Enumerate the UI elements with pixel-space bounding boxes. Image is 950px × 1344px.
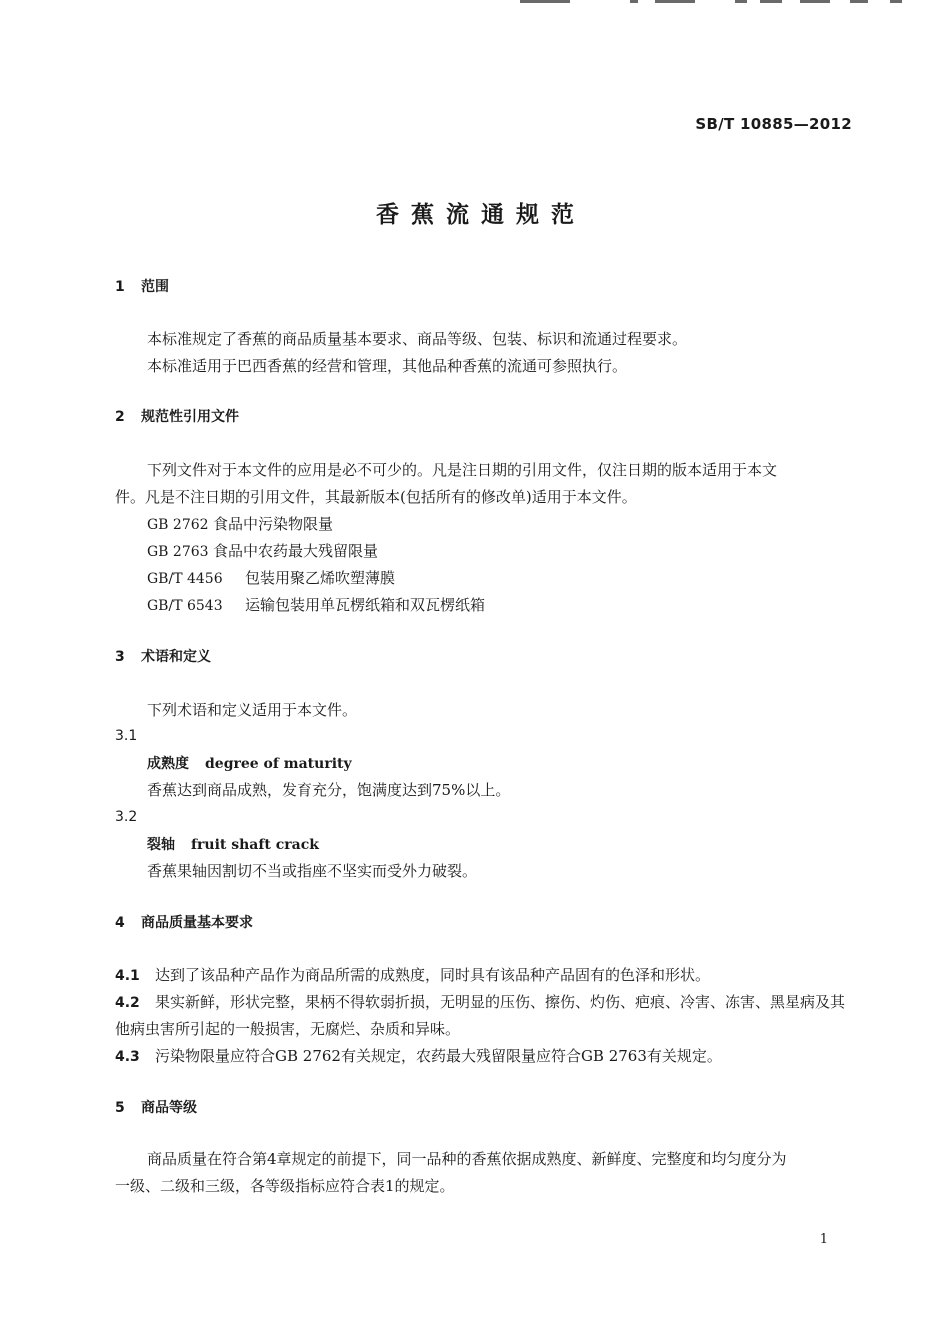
paragraph: 本标准规定了香蕉的商品质量基本要求、商品等级、包装、标识和流通过程要求。: [147, 330, 688, 348]
paragraph: 下列文件对于本文件的应用是必不可少的。凡是注日期的引用文件，仅注日期的版本适用于本文: [147, 461, 778, 479]
term-entry: [147, 833, 319, 856]
term-definition: 香蕉果轴因割切不当或指座不坚实而受外力破裂。: [147, 862, 478, 880]
clause-number: 4.1: [115, 968, 140, 984]
paragraph-continuation: 一级、二级和三级，各等级指标应符合表1的规定。: [115, 1177, 455, 1195]
section-2-heading: [115, 406, 239, 428]
reference-code: GB 2762: [147, 517, 209, 533]
section-number: 2: [115, 409, 125, 425]
paragraph: 本标准适用于巴西香蕉的经营和管理，其他品种香蕉的流通可参照执行。: [147, 357, 628, 375]
reference-item: [147, 567, 395, 590]
paragraph: 下列术语和定义适用于本文件。: [147, 701, 358, 719]
reference-title: 食品中污染物限量: [213, 515, 334, 533]
reference-title: 食品中农药最大残留限量: [213, 542, 379, 560]
clause-text: 果实新鲜，形状完整，果柄不得软弱折损，无明显的压伤、擦伤、灼伤、疤痕、冷害、冻害、黑星病及其: [155, 993, 846, 1011]
term-number: 3.2: [115, 809, 138, 825]
section-title: 规范性引用文件: [141, 409, 239, 425]
reference-code: GB 2763: [147, 544, 209, 560]
section-number: 3: [115, 649, 125, 665]
section-number: 1: [115, 279, 125, 295]
section-3-heading: [115, 646, 211, 668]
clause: [115, 964, 710, 987]
paragraph: 商品质量在符合第4章规定的前提下，同一品种的香蕉依据成熟度、新鲜度、完整度和均匀度分为: [147, 1150, 787, 1168]
reference-title: 运输包装用单瓦楞纸箱和双瓦楞纸箱: [245, 596, 486, 614]
term-entry: [147, 752, 352, 775]
term-chinese: 成熟度: [147, 756, 189, 772]
clause-number: 4.3: [115, 1049, 140, 1065]
section-1-heading: [115, 276, 169, 298]
term-number: 3.1: [115, 728, 138, 744]
page-number: 1: [819, 1232, 828, 1247]
reference-title: 包装用聚乙烯吹塑薄膜: [245, 569, 396, 587]
clause-continuation: 他病虫害所引起的一般损害，无腐烂、杂质和异味。: [115, 1020, 461, 1038]
reference-code: GB/T 6543: [147, 598, 223, 614]
scan-artifact-marks: [520, 0, 920, 6]
clause: [115, 1045, 722, 1068]
clause-number: 4.2: [115, 995, 140, 1011]
paragraph-continuation: 件。凡是不注日期的引用文件，其最新版本(包括所有的修改单)适用于本文件。: [115, 488, 637, 506]
term-chinese: 裂轴: [147, 837, 175, 853]
section-number: 4: [115, 915, 125, 931]
reference-code: GB/T 4456: [147, 571, 223, 587]
section-5-heading: [115, 1097, 197, 1119]
term-english: fruit shaft crack: [191, 837, 319, 853]
section-title: 商品质量基本要求: [141, 915, 253, 931]
section-title: 商品等级: [141, 1100, 197, 1116]
term-definition: 香蕉达到商品成熟，发育充分，饱满度达到75%以上。: [147, 781, 511, 799]
section-title: 范围: [141, 279, 169, 295]
clause: [115, 991, 845, 1014]
reference-item: [147, 513, 333, 536]
reference-item: [147, 540, 378, 563]
reference-item: [147, 594, 485, 617]
section-title: 术语和定义: [141, 649, 211, 665]
term-english: degree of maturity: [205, 756, 352, 772]
section-number: 5: [115, 1100, 125, 1116]
standard-code: SB/T 10885—2012: [695, 115, 852, 133]
clause-text: 污染物限量应符合GB 2762有关规定，农药最大残留限量应符合GB 2763有关规定。: [155, 1047, 722, 1065]
document-title: 香蕉流通规范: [376, 202, 586, 228]
clause-text: 达到了该品种产品作为商品所需的成熟度，同时具有该品种产品固有的色泽和形状。: [155, 966, 711, 984]
section-4-heading: [115, 912, 253, 934]
